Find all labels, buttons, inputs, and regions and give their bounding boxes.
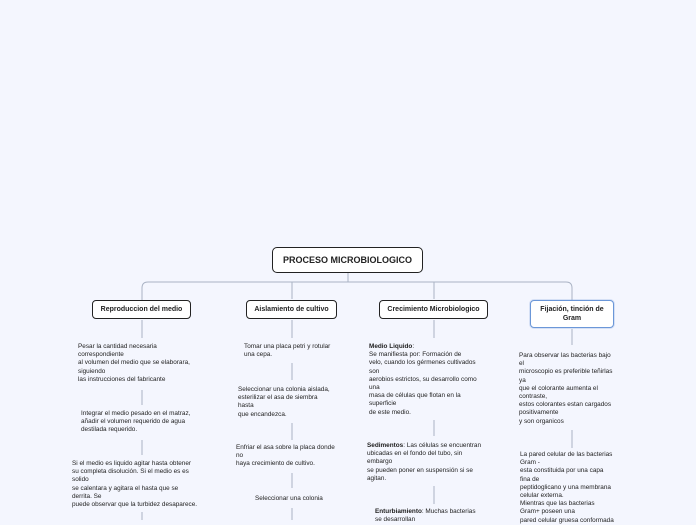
leaf-reproduccion-2: Integrar el medio pesado en el matraz, añadir el volumen requerido de agua destilada requerido. <box>81 410 191 434</box>
branch-node-fijacion[interactable]: Fijación, tinción de Gram <box>530 300 614 328</box>
term-sedimentos: Sedimentos <box>367 442 404 449</box>
leaf-aislamiento-3: Enfriar el asa sobre la placa donde no haya crecimiento de cultivo. <box>236 444 335 468</box>
branch-node-reproduccion[interactable]: Reproduccion del medio <box>92 300 191 319</box>
leaf-reproduccion-3: Si el medio es liquido agitar hasta obtener su completa disolución. Si el medio es es solido se calentara y agitara el hasta que se derrita. Se puede observar que la turbidez desaparece. <box>72 460 198 509</box>
term-medio-liquido: Medio Liquido <box>369 343 413 350</box>
root-node[interactable]: PROCESO MICROBIOLOGICO <box>272 247 423 273</box>
leaf-aislamiento-2: Seleccionar una colonia aislada, esterilizar el asa de siembra hasta que encandezca. <box>238 386 330 418</box>
leaf-crecimiento-3: Enturbiamiento: Muchas bacterias se desarrollan <box>375 508 476 524</box>
leaf-fijacion-1: Para observar las bacterias bajo el microscopio es preferible teñirlas ya que el colorante aumenta el contraste, estos colorantes estan cargados positivamente y son organicos <box>519 352 613 425</box>
term-enturbiamiento: Enturbiamiento <box>375 508 422 515</box>
leaf-aislamiento-1: Tomar una placa petri y rotular una cepa. <box>244 343 331 359</box>
leaf-reproduccion-1: Pesar la cantidad necesaria correspondiente al volumen del medio que se elaborara, siguiendo las instrucciones del fabricante <box>78 343 190 383</box>
leaf-fijacion-2: La pared celular de las bacterias Gram - esta constituida por una capa fina de peptidoglicano y una membrana celular externa. Mientras que las bacterias Gram+ poseen una pared celular gruesa conformada <box>520 451 614 524</box>
branch-node-aislamiento[interactable]: Aislamiento de cultivo <box>246 300 337 319</box>
branch-node-crecimiento[interactable]: Crecimiento Microbiologico <box>379 300 488 319</box>
leaf-crecimiento-1: Medio Liquido: Se manifiesta por: Formación de velo, cuando los gérmenes cultivados son aerobios estrictos, su desarrollo como una masa de células que flotan en la superficie de este medio. <box>369 343 477 416</box>
leaf-crecimiento-2: Sedimentos: Las células se encuentran ubicadas en el fondo del tubo, sin embargo se pueden poner en suspensión si se agitan. <box>367 442 482 482</box>
leaf-aislamiento-4: Seleccionar una colonia <box>255 495 323 502</box>
